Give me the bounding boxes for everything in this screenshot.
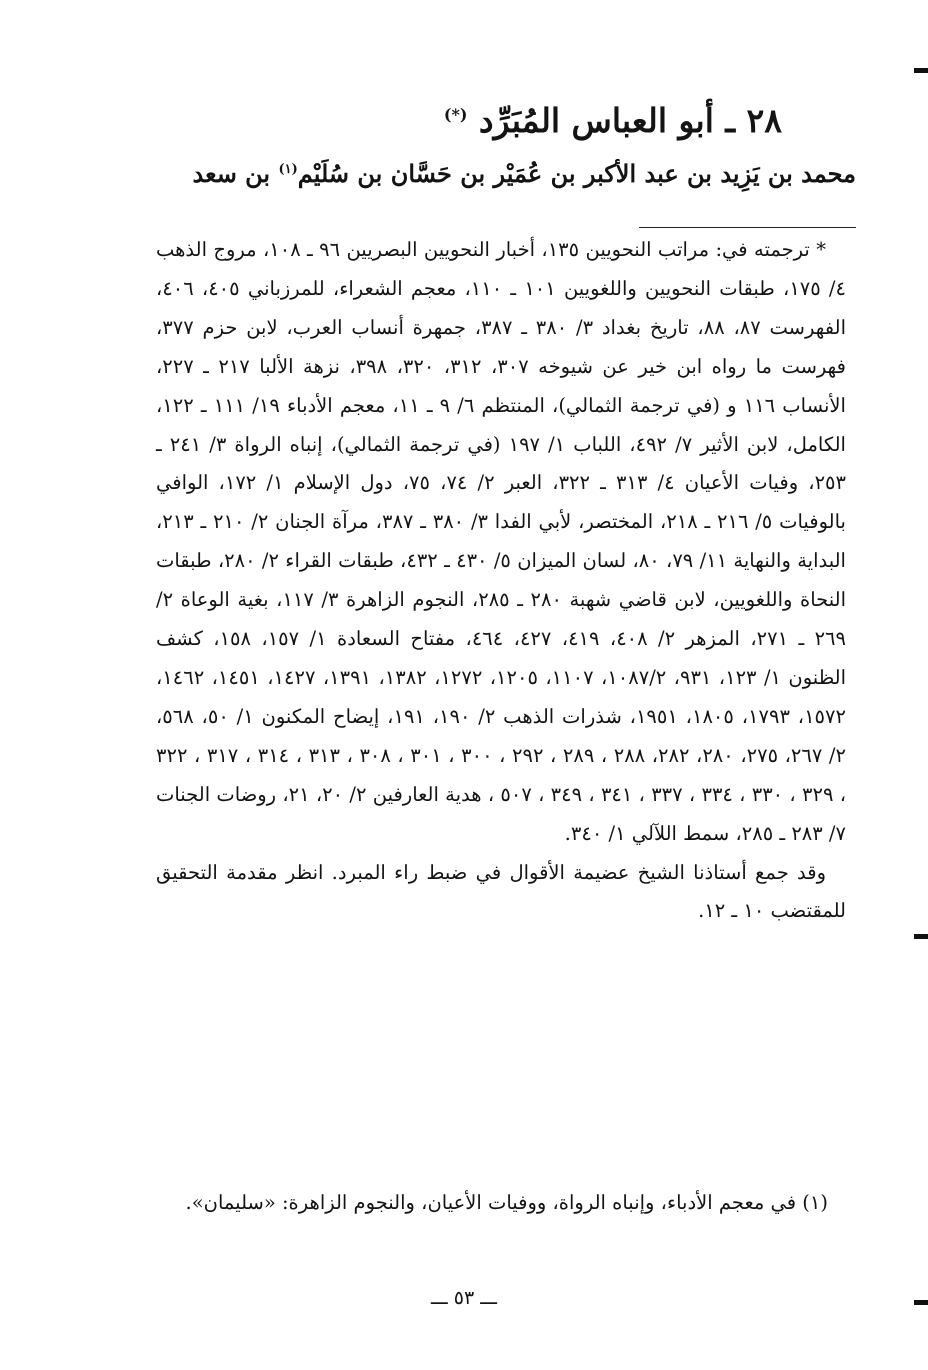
- margin-mark-middle: [914, 934, 928, 939]
- lineage-text: محمد بن يَزِيد بن عبد الأكبر بن عُمَيْر بن حَسَّان بن سُلَيْم: [297, 159, 856, 188]
- heading-note-marker: (*): [443, 105, 468, 124]
- margin-mark-top: [914, 68, 928, 73]
- entry-heading: [142, 90, 782, 146]
- entry-title: ٢٨ ـ أبو العباس المُبَرِّد: [478, 101, 782, 140]
- footnote-marker: (١): [278, 162, 298, 177]
- sources-paragraph: * ترجمته في: مراتب النحويين ١٣٥، أخبار النحويين البصريين ٩٦ ـ ١٠٨، مروج الذهب ٤/ ١٧٥، طبقات النحويين واللغويين ١٠١ ـ ١١٠، معجم الشعراء، للمرزباني ٤٠٥، ٤٠٦، الفهرست ٨٧، ٨٨، تاريخ بغداد ٣/ ٣٨٠ ـ ٣٨٧، جمهرة أنساب العرب، لابن حزم ٣٧٧، فهرست ما رواه ابن خير عن شيوخه ٣٠٧، ٣١٢، ٣٢٠، ٣٩٨، نزهة الألبا ٢١٧ ـ ٢٢٧، الأنساب ١١٦ و (في ترجمة الثمالي)، المنتظم ٦/ ٩ ـ ١١، معجم الأدباء ١٩/ ١١١ ـ ١٢٢، الكامل، لابن الأثير ٧/ ٤٩٢، اللباب ١/ ١٩٧ (في ترجمة الثمالي)، إنباه الرواة ٣/ ٢٤١ ـ ٢٥٣، وفيات الأعيان ٤/ ٣١٣ ـ ٣٢٢، العبر ٢/ ٧٤، ٧٥، دول الإسلام ١/ ١٧٢، الوافي بالوفيات ٥/ ٢١٦ ـ ٢١٨، المختصر، لأبي الفدا ٣/ ٣٨٠ ـ ٣٨٧، مرآة الجنان ٢/ ٢١٠ ـ ٢١٣، البداية والنهاية ١١/ ٧٩، ٨٠، لسان الميزان ٥/ ٤٣٠ ـ ٤٣٢، طبقات القراء ٢/ ٢٨٠، طبقات النحاة واللغويين، لابن قاضي شهبة ٢٨٠ ـ ٢٨٥، النجوم الزاهرة ٣/ ١١٧، بغية الوعاة ٢/ ٢٦٩ ـ ٢٧١، المزهر ٢/ ٤٠٨، ٤١٩، ٤٢٧، ٤٦٤، مفتاح السعادة ١/ ١٥٧، ١٥٨، كشف الظنون ١/ ١٢٣، ٩٣١، ١٠٨٧/٢، ١١٠٧، ١٢٠٥، ١٢٧٢، ١٣٨٢، ١٣٩١، ١٤٢٧، ١٤٥١، ١٤٦٢، ١٥٧٢، ١٧٩٣، ١٨٠٥، ١٩٥١، شذرات الذهب ٢/ ١٩٠، ١٩١، إيضاح المكنون ١/ ٥٠، ٥٦٨، ٢/ ٢٦٧، ٢٧٥، ٢٨٠، ٢٨٢، ٢٨٨ ، ٢٨٩ ، ٢٩٢ ، ٣٠٠ ، ٣٠١ ، ٣٠٨ ، ٣١٣ ، ٣١٤ ، ٣١٧ ، ٣٢٢ ، ٣٢٩ ، ٣٣٠ ، ٣٣٤ ، ٣٣٧ ، ٣٤١ ، ٣٤٩ ، ٥٠٧ ، هدية العارفين ٢/ ٢٠، ٢١، روضات الجنات ٧/ ٢٨٣ ـ ٢٨٥، سمط اللآلي ١/ ٣٤٠.: [156, 238, 847, 845]
- lineage-line: [156, 150, 856, 194]
- editor-note-paragraph: وقد جمع أستاذنا الشيخ عضيمة الأقوال في ضبط راء المبرد. انظر مقدمة التحقيق للمقتضب ١٠ ـ ١٢.: [156, 860, 846, 923]
- source-notes: [156, 231, 846, 931]
- footnote-text: (١) في معجم الأدباء، وإنباه الرواة، ووفيات الأعيان، والنجوم الزاهرة: «سليمان».: [185, 1191, 828, 1214]
- lineage-end: بن سعد: [192, 159, 271, 188]
- footnote-divider: [639, 227, 856, 228]
- page-number: ـــ ٥٣ ـــ: [431, 1287, 497, 1309]
- margin-mark-bottom: [914, 1300, 928, 1305]
